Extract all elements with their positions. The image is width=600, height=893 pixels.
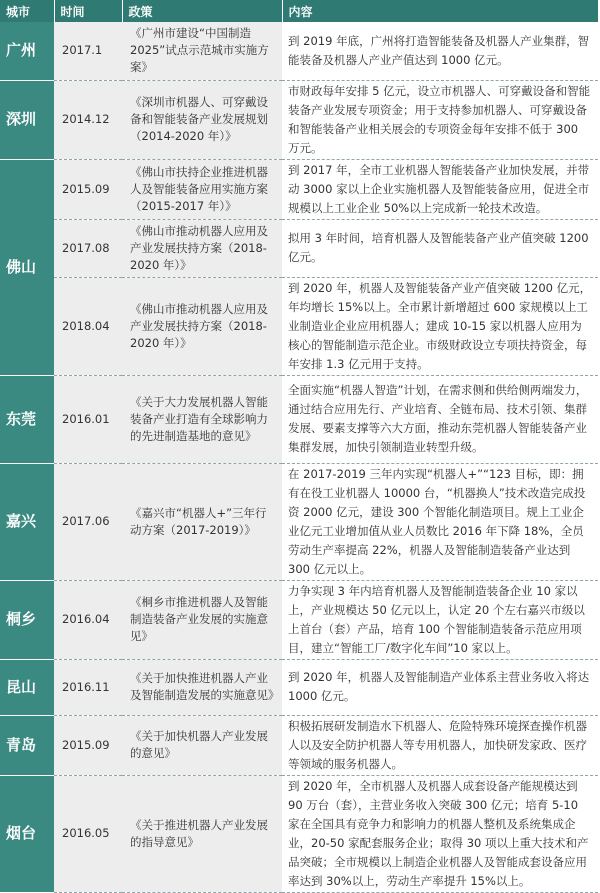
content-cell: 到 2017 年，全市工业机器人智能装备产业加快发展，并带动 3000 家以上企业实施机器人及智能装备应用，促进全市规模以上工业企业 50%以上完成新一轮技术改造。 — [282, 159, 598, 219]
policy-cell: 《广州市建设“中国制造2025”试点示范城市实施方案》 — [122, 22, 282, 80]
city-cell: 广州 — [0, 22, 54, 80]
content-cell: 到 2020 年，机器人及智能制造产业体系主营业务收入将达 1000 亿元。 — [282, 659, 598, 715]
content-cell: 力争实现 3 年内培育机器人及智能制造装备企业 10 家以上，产业规模达 50 亿元以上，认定 20 个左右嘉兴市级以上首台（套）产品，培育 100 个智能制造装备示范应用项目，建立“智能工厂/数字化车间”10 家以上。 — [282, 580, 598, 659]
table-row — [0, 159, 598, 219]
date-cell: 2014.12 — [54, 80, 122, 159]
content-cell: 到 2019 年底，广州将打造智能装备及机器人产业集群，智能装备及机器人产业产值达到 1000 亿元。 — [282, 22, 598, 80]
city-cell: 桐乡 — [0, 580, 54, 659]
table-row — [0, 775, 598, 892]
city-cell: 青岛 — [0, 715, 54, 775]
policy-cell: 《关于大力发展机器人智能装备产业打造有全球影响力的先进制造基地的意见》 — [122, 375, 282, 463]
table-row — [0, 80, 598, 159]
content-cell: 全面实施“机器人智造”计划，在需求侧和供给侧两端发力，通过结合应用先行、产业培育、全链布局、技术引领、集群发展、要素支撑等六大方面，推动东莞机器人智能装备产业集群发展，加快引领制造业转型升级。 — [282, 375, 598, 463]
date-cell: 2017.06 — [54, 463, 122, 580]
date-cell: 2016.04 — [54, 580, 122, 659]
header-policy: 政策 — [122, 0, 282, 22]
city-cell: 佛山 — [0, 159, 54, 375]
table-header — [0, 0, 598, 22]
date-cell: 2018.04 — [54, 277, 122, 375]
date-cell: 2016.01 — [54, 375, 122, 463]
city-cell: 东莞 — [0, 375, 54, 463]
policy-cell: 《嘉兴市“机器人+”三年行动方案（2017-2019）》 — [122, 463, 282, 580]
content-cell: 拟用 3 年时间，培育机器人及智能装备产业产值突破 1200 亿元。 — [282, 219, 598, 277]
date-cell: 2016.11 — [54, 659, 122, 715]
header-content: 内容 — [282, 0, 598, 22]
policy-cell: 《佛山市推动机器人应用及产业发展扶持方案（2018-2020 年）》 — [122, 277, 282, 375]
policy-cell: 《深圳市机器人、可穿戴设备和智能装备产业发展规划（2014-2020 年）》 — [122, 80, 282, 159]
city-cell: 昆山 — [0, 659, 54, 715]
content-cell: 到 2020 年，全市机器人及机器人成套设备产能规模达到 90 万台（套），主营业务收入突破 300 亿元；培育 5-10 家在全国具有竞争力和影响力的机器人整机及系统集成企业，20-50 家配套服务企业；取得 30 项以上重大技术和产品突破；全市规模以上制造企业机器人及智能成套设备应用率达到 30%以上，劳动生产率提升 15%以上。 — [282, 775, 598, 892]
date-cell: 2017.08 — [54, 219, 122, 277]
policy-cell: 《佛山市扶持企业推进机器人及智能装备应用实施方案（2015-2017 年）》 — [122, 159, 282, 219]
city-cell: 嘉兴 — [0, 463, 54, 580]
content-cell: 到 2020 年，机器人及智能装备产业产值突破 1200 亿元，年均增长 15%以上。全市累计新增超过 600 家规模以上工业制造业企业应用机器人；建成 10-15 家以机器人应用为核心的智能制造示范企业。市级财政设立专项扶持资金，每年安排 1.3 亿元用于支持。 — [282, 277, 598, 375]
policy-cell: 《关于加快推进机器人产业及智能制造发展的实施意见》 — [122, 659, 282, 715]
policy-cell: 《关于加快机器人产业发展的意见》 — [122, 715, 282, 775]
table-row — [0, 375, 598, 463]
policy-cell: 《关于推进机器人产业发展的指导意见》 — [122, 775, 282, 892]
header-date: 时间 — [54, 0, 122, 22]
policy-cell: 《桐乡市推进机器人及智能制造装备产业发展的实施意见》 — [122, 580, 282, 659]
table-row — [0, 463, 598, 580]
date-cell: 2015.09 — [54, 715, 122, 775]
header-city: 城市 — [0, 0, 54, 22]
content-cell: 在 2017-2019 三年内实现“机器人+”“123 目标，即：拥有在役工业机器人 10000 台，“机器换人”技术改造完成投资 2000 亿元，建设 300 个智能化制造项目。规上工业企业亿元工业增加值从业人员数比 2016 年下降 18%，全员劳动生产率提高 22%，机器人及智能制造装备产业达到 300 亿元以上。 — [282, 463, 598, 580]
table-row — [0, 22, 598, 80]
date-cell: 2015.09 — [54, 159, 122, 219]
table-row — [0, 659, 598, 715]
table-row — [0, 580, 598, 659]
table-row — [0, 277, 598, 375]
city-cell: 烟台 — [0, 775, 54, 892]
table-row — [0, 715, 598, 775]
policy-cell: 《佛山市推动机器人应用及产业发展扶持方案（2018-2020 年）》 — [122, 219, 282, 277]
date-cell: 2017.1 — [54, 22, 122, 80]
content-cell: 积极拓展研发制造水下机器人、危险特殊环境探查操作机器人以及安全防护机器人等专用机器人，加快研发家政、医疗等领域的服务机器人。 — [282, 715, 598, 775]
date-cell: 2016.05 — [54, 775, 122, 892]
content-cell: 市财政每年安排 5 亿元，设立市机器人、可穿戴设备和智能装备产业发展专项资金；用于支持参加机器人、可穿戴设备和智能装备产业相关展会的专项资金每年安排不低于 300 万元。 — [282, 80, 598, 159]
city-cell: 深圳 — [0, 80, 54, 159]
table-row — [0, 219, 598, 277]
